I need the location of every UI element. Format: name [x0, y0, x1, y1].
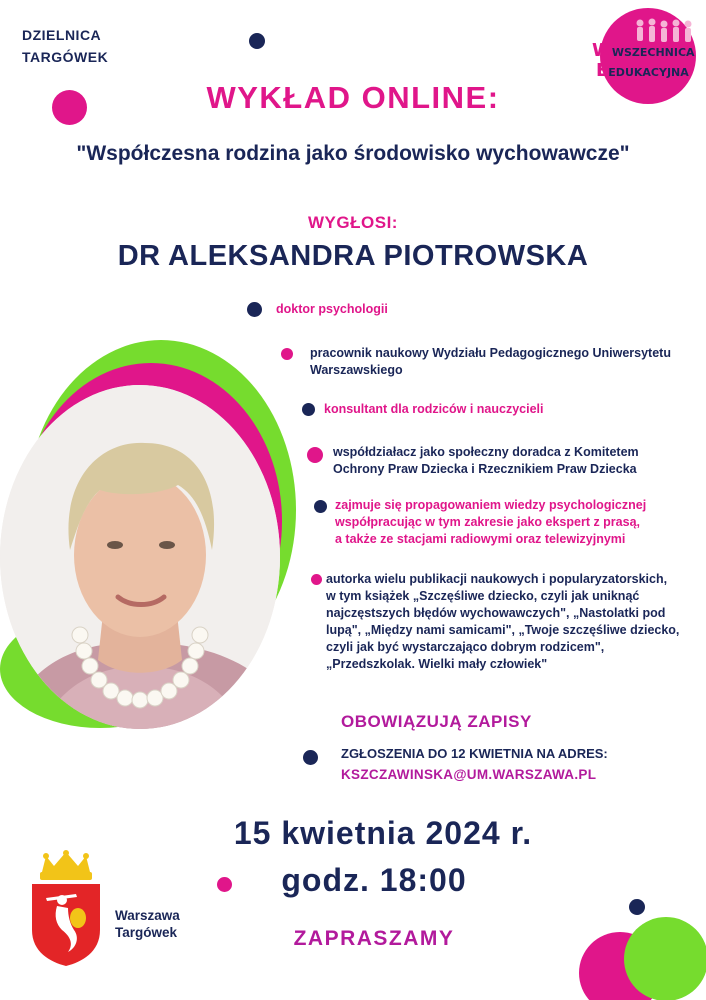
warsaw-crest-icon	[26, 850, 106, 968]
bio-item-5: zajmuje się propagowaniem wiedzy psychologicznej współpracując w tym zakresie jako ekspert z prasą, a także ze stacjami radiowymi oraz telewizyjnymi	[335, 498, 647, 546]
invite-text: ZAPRASZAMY	[293, 927, 455, 950]
registration-email-link[interactable]: KSZCZAWINSKA@UM.WARSZAWA.PL	[341, 767, 597, 782]
bio-item-2: pracownik naukowy Wydziału Pedagogicznego Uniwersytetu Warszawskiego	[310, 346, 671, 377]
speaker-portrait-image	[0, 385, 280, 729]
speaker-name: DR ALEKSANDRA PIOTROWSKA	[117, 240, 589, 272]
event-date: 15 kwietnia 2024 r.	[233, 815, 533, 851]
bio-item-3: konsultant dla rodziców i nauczycieli	[324, 402, 544, 416]
bullet-dot-pink	[281, 348, 293, 360]
registration-deadline: ZGŁOSZENIA DO 12 KWIETNIA NA ADRES:	[341, 746, 608, 761]
registration-title: OBOWIĄZUJĄ ZAPISY	[341, 712, 532, 731]
bio-item-6: autorka wielu publikacji naukowych i popularyzatorskich, w tym książek „Szczęśliwe dziecko, czyli jak uniknąć najczęstszych błędów wychowawczych", „Nastolatki pod lupą", „Między nami samicami", „Twoje szczęśliwe dziecko, czyli jak być wystarczająco dobrym rodzicem", „Przedszkolak. Wielki mały człowiek"	[326, 572, 680, 671]
bullet-dot-navy	[303, 750, 318, 765]
bullet-dot-pink	[307, 447, 323, 463]
decor-dot-navy-small	[629, 899, 645, 915]
event-time: godz. 18:00	[281, 862, 467, 898]
bullet-dot-navy	[314, 500, 327, 513]
bio-item-1: doktor psychologii	[276, 302, 388, 316]
event-title: WYKŁAD ONLINE:	[206, 80, 500, 115]
bullet-dot-navy	[302, 403, 315, 416]
bullet-dot-pink	[311, 574, 322, 585]
decor-dot-navy	[249, 33, 265, 49]
logo-text: WWSZECHNICA EEDUKACYJNA	[592, 40, 695, 81]
event-subtitle: "Współczesna rodzina jako środowisko wychowawcze"	[76, 142, 630, 165]
speaker-photo	[0, 385, 280, 729]
bullet-dot-navy	[247, 302, 262, 317]
crest-label: Warszawa Targówek	[115, 908, 180, 940]
bio-item-4: współdziałacz jako społeczny doradca z Komitetem Ochrony Praw Dziecka i Rzecznikiem Praw Dziecka	[333, 445, 639, 476]
speaker-label: WYGŁOSI:	[308, 213, 398, 232]
district-label: DZIELNICA TARGÓWEK	[22, 27, 109, 65]
